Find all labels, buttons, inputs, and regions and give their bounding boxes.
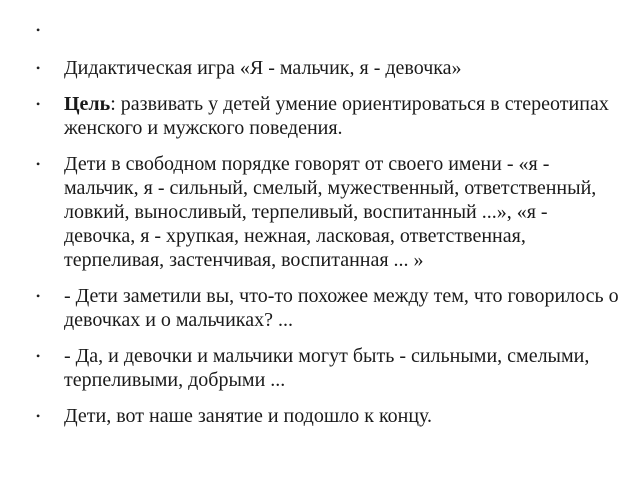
bullet-item-answer: [0, 344, 640, 392]
answer-text: - Да, и девочки и мальчики могут быть - сильными, смелыми, терпеливыми, добрыми ...: [64, 345, 590, 391]
bullet-list: [0, 18, 640, 440]
bullet-icon: •: [36, 289, 41, 303]
bullet-icon: •: [36, 97, 41, 111]
bullet-icon: •: [36, 409, 41, 423]
goal-text: : развивать у детей умение ориентироваться в стереотипах женского и мужского поведения.: [64, 93, 609, 139]
bullet-icon: •: [36, 61, 41, 75]
bullet-item-empty: [0, 18, 640, 42]
bullet-icon: •: [36, 349, 41, 363]
bullet-item-title: [0, 56, 640, 80]
bullet-item-closing: [0, 404, 640, 428]
bullet-icon: •: [36, 157, 41, 171]
bullet-item-instructions: [0, 152, 640, 272]
game-title-text: Дидактическая игра «Я - мальчик, я - девочка»: [64, 57, 462, 79]
bullet-icon: •: [36, 23, 41, 37]
bullet-item-question: [0, 284, 640, 332]
goal-label: Цель: [64, 93, 111, 115]
bullet-item-goal: [0, 92, 640, 140]
instructions-text: Дети в свободном порядке говорят от своего имени - «я - мальчик, я - сильный, смелый, мужественный, ответственный, ловкий, выносливый, терпеливый, воспитанный ...», «я - девочка, я - хрупкая, нежная, ласковая, ответственная, терпеливая, застенчивая, воспитанная ... »: [64, 153, 597, 271]
question-text: - Дети заметили вы, что-то похожее между тем, что говорилось о девочках и о мальчиках? ...: [64, 285, 619, 331]
closing-text: Дети, вот наше занятие и подошло к концу.: [64, 405, 433, 427]
